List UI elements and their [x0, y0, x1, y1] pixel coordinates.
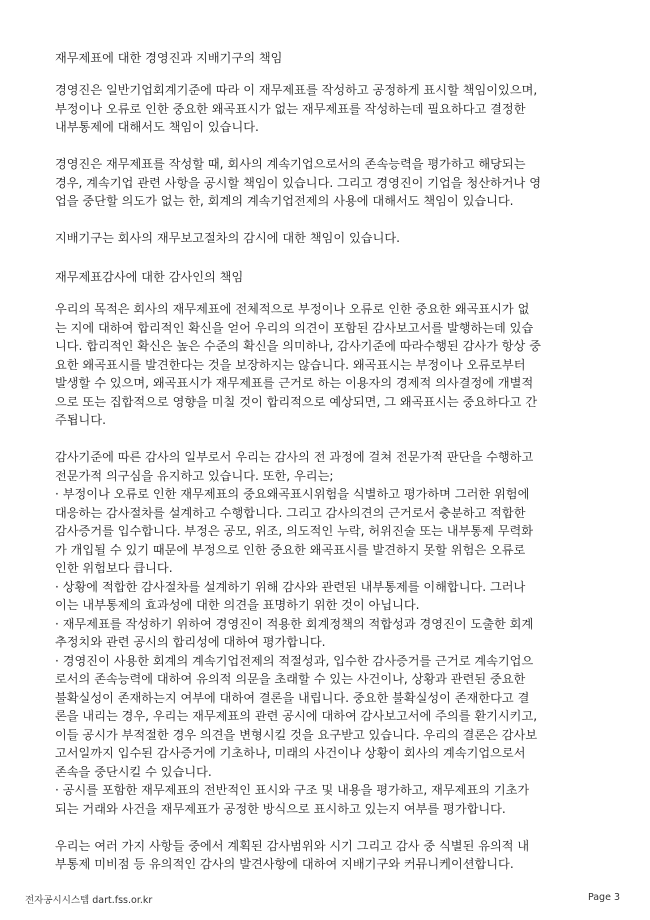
text-line: 이들 공시가 부적절한 경우 의견을 변형시킬 것을 요구받고 있습니다. 우리의 결론은 감사보 — [55, 727, 538, 742]
text-line: 감사증거를 입수합니다. 부정은 공모, 위조, 의도적인 누락, 허위진술 또는 내부통제 무력화 — [55, 524, 534, 538]
text-line: 내부통제에 대해서도 책임이 있습니다. — [55, 120, 259, 134]
text-line: 불확실성이 존재하는지 여부에 대하여 결론을 내립니다. 중요한 불확실성이 존재한다고 결 — [55, 690, 530, 705]
text-line: 니다. 합리적인 확신은 높은 수준의 확신을 의미하나, 감사기준에 따라수행된 감사가 항상 중 — [55, 339, 541, 353]
section-heading-auditor-responsibility: 재무제표감사에 대한 감사인의 책임 — [55, 270, 244, 284]
text-line: 추정치와 관련 공시의 합리성에 대하여 평가합니다. — [55, 635, 326, 649]
text-line: 부통제 미비점 등 유의적인 감사의 발견사항에 대하여 지배기구와 커뮤니케이션합니다. — [55, 857, 514, 871]
bullet-line: · 공시를 포함한 재무제표의 전반적인 표시와 구조 및 내용을 평가하고, 재무제표의 기초가 — [55, 783, 530, 797]
footer-source: 전자공시시스템 dart.fss.or.kr — [25, 895, 153, 906]
document-page — [55, 47, 600, 874]
text-line: 로서의 존속능력에 대하여 유의적 의문을 초래할 수 있는 사건이나, 상황과 관련된 중요한 — [55, 672, 526, 686]
text-line: 감사기준에 따른 감사의 일부로서 우리는 감사의 전 과정에 걸쳐 전문가적 판단을 수행하고 — [55, 450, 534, 464]
text-line: 경영진은 일반기업회계기준에 따라 이 재무제표를 작성하고 공정하게 표시할 책임이있으며, — [55, 83, 538, 97]
paragraph-audit-procedures — [55, 448, 600, 818]
paragraph-governance — [55, 229, 600, 248]
text-line: 전문가적 의구심을 유지하고 있습니다. 또한, 우리는; — [55, 468, 334, 483]
text-line: 우리는 여러 가지 사항들 중에서 계획된 감사범위와 시기 그리고 감사 중 식별된 유의적 내 — [55, 838, 530, 853]
text-line: 으로 또는 집합적으로 영향을 미칠 것이 합리적으로 예상되면, 그 왜곡표시는 중요하다고 간 — [55, 394, 538, 409]
text-line: 경우, 계속기업 관련 사항을 공시할 책임이 있습니다. 그리고 경영진이 기업을 청산하거나 영 — [55, 175, 541, 190]
text-line: 가 개입될 수 있기 때문에 부정으로 인한 중요한 왜곡표시를 발견하지 못할 위험은 오류로 — [55, 542, 526, 557]
text-line: 고서일까지 입수된 감사증거에 기초하나, 미래의 사건이나 상황이 회사의 계속기업으로서 — [55, 746, 526, 760]
text-line: 경영진은 재무제표를 작성할 때, 회사의 계속기업으로서의 존속능력을 평가하고 해당되는 — [55, 157, 526, 171]
text-line: 는 지에 대하여 합리적인 확신을 얻어 우리의 의견이 포함된 감사보고서를 발행하는데 있습 — [55, 320, 534, 335]
text-line: 이는 내부통제의 효과성에 대한 의견을 표명하기 위한 것이 아닙니다. — [55, 598, 420, 612]
paragraph-management-1 — [55, 81, 600, 137]
text-line: 업을 중단할 의도가 없는 한, 회계의 계속기업전제의 사용에 대해서도 책임이 있습니다. — [55, 194, 514, 208]
text-line: 요한 왜곡표시를 발견한다는 것을 보장하지는 않습니다. 왜곡표시는 부정이나 오류로부터 — [55, 357, 526, 372]
text-line: 우리의 목적은 회사의 재무제표에 전체적으로 부정이나 오류로 인한 중요한 왜곡표시가 없 — [55, 302, 530, 316]
text-line: 존속을 중단시킬 수 있습니다. — [55, 764, 212, 779]
section-heading-management-responsibility: 재무제표에 대한 경영진과 지배기구의 책임 — [55, 51, 283, 65]
text-line: 론을 내리는 경우, 우리는 재무제표의 관련 공시에 대하여 감사보고서에 주의를 환기시키고, — [55, 709, 538, 723]
text-line: 인한 위험보다 큽니다. — [55, 561, 173, 575]
paragraph-communication — [55, 837, 600, 874]
text-line: 발생할 수 있으며, 왜곡표시가 재무제표를 근거로 하는 이용자의 경제적 의사결정에 개별적 — [55, 376, 534, 390]
text-line: 되는 거래와 사건을 재무제표가 공정한 방식으로 표시하고 있는지 여부를 평가합니다. — [55, 801, 506, 816]
paragraph-auditor-objective — [55, 300, 600, 430]
text-line: 대응하는 감사절차를 설계하고 수행합니다. 그리고 감사의견의 근거로서 충분하고 적합한 — [55, 505, 526, 520]
bullet-line: · 재무제표를 작성하기 위하여 경영진이 적용한 회계정책의 적합성과 경영진이 도출한 회계 — [55, 616, 534, 631]
bullet-line: · 부정이나 오류로 인한 재무제표의 중요왜곡표시위험을 식별하고 평가하며 그러한 위험에 — [55, 487, 530, 501]
text-line: 지배기구는 회사의 재무보고절차의 감시에 대한 책임이 있습니다. — [55, 231, 400, 245]
page-footer — [25, 892, 620, 908]
text-line: 주됩니다. — [55, 413, 106, 427]
text-line: 부정이나 오류로 인한 중요한 왜곡표시가 없는 재무제표를 작성하는데 필요하다고 결정한 — [55, 101, 526, 116]
footer-page-number: Page 3 — [587, 892, 620, 903]
bullet-line: · 경영진이 사용한 회계의 계속기업전제의 적절성과, 입수한 감사증거를 근거로 계속기업으 — [55, 653, 534, 668]
paragraph-management-2 — [55, 155, 600, 211]
bullet-line: · 상황에 적합한 감사절차를 설계하기 위해 감사와 관련된 내부통제를 이해합니다. 그러나 — [55, 579, 526, 594]
